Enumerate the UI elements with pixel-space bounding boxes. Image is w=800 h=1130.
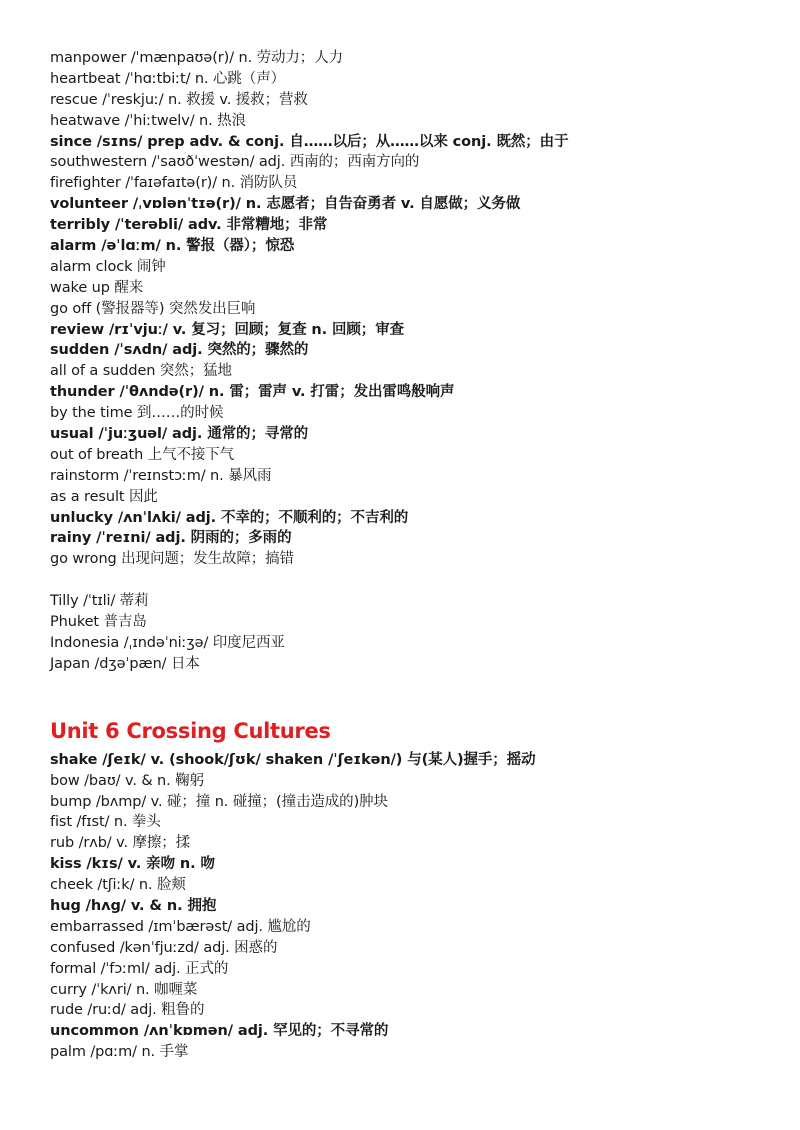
vocab-entry: confused /kənˈfjuːzd/ adj. 困惑的 [50,939,278,956]
vocab-entry: heatwave /ˈhiːtwelv/ n. 热浪 [50,112,246,129]
vocab-entry: embarrassed /ɪmˈbærəst/ adj. 尴尬的 [50,918,311,935]
vocab-entry: cheek /tʃiːk/ n. 脸颊 [50,877,186,894]
vocab-entry: curry /ˈkʌri/ n. 咖喱菜 [50,981,198,998]
vocab-entry: shake /ʃeɪk/ v. (shook/ʃʊk/ shaken /ˈʃeɪkən/) 与(某人)握手；摇动 [50,751,536,768]
vocab-entry: rainy /ˈreɪni/ adj. 阴雨的；多雨的 [50,530,292,547]
vocab-entry: hug /hʌg/ v. & n. 拥抱 [50,897,217,914]
vocab-entry: Indonesia /ˌɪndəˈniːʒə/ 印度尼西亚 [50,634,285,651]
vocab-entry: rescue /ˈreskjuː/ n. 救援 v. 援救；营救 [50,91,308,108]
unit-heading: Unit 6 Crossing Cultures [50,718,331,743]
vocab-entry: manpower /ˈmænpaʊə(r)/ n. 劳动力；人力 [50,50,343,66]
vocab-entry: uncommon /ʌnˈkɒmən/ adj. 罕见的；不寻常的 [50,1023,389,1040]
vocab-entry: unlucky /ʌnˈlʌki/ adj. 不幸的；不顺利的；不吉利的 [50,509,409,526]
vocab-entry: since /sɪns/ prep adv. & conj. 自……以后；从……以来 conj. 既然；由于 [50,133,569,150]
vocab-entry: rub /rʌb/ v. 摩擦；揉 [50,835,191,852]
vocab-entry: wake up 醒来 [50,279,144,296]
vocab-entry: all of a sudden 突然；猛地 [50,363,232,380]
vocab-entry: go wrong 出现问题；发生故障；搞错 [50,551,294,568]
vocab-entry: bump /bʌmp/ v. 碰；撞 n. 碰撞；(撞击造成的)肿块 [50,793,388,810]
vocab-entry: thunder /ˈθʌndə(r)/ n. 雷；雷声 v. 打雷；发出雷鸣般响声 [50,384,455,401]
section-gap [50,570,770,591]
proper-names-list [50,591,770,675]
vocab-entry: sudden /ˈsʌdn/ adj. 突然的；骤然的 [50,342,309,359]
vocab-entry: rainstorm /ˈreɪnstɔːm/ n. 暴风雨 [50,467,272,484]
vocab-entry: out of breath 上气不接下气 [50,446,235,463]
vocabulary-list-unit6 [50,750,770,1063]
vocab-entry: as a result 因此 [50,488,158,505]
vocab-entry: palm /pɑːm/ n. 手掌 [50,1044,189,1061]
vocab-entry: Japan /dʒəˈpæn/ 日本 [50,655,200,672]
vocab-entry: volunteer /ˌvɒlənˈtɪə(r)/ n. 志愿者；自告奋勇者 v. 自愿做；义务做 [50,196,521,213]
vocab-entry: rude /ruːd/ adj. 粗鲁的 [50,1002,205,1019]
vocab-entry: firefighter /ˈfaɪəfaɪtə(r)/ n. 消防队员 [50,175,298,192]
vocab-entry: by the time 到……的时候 [50,405,224,422]
vocab-entry: go off (警报器等) 突然发出巨响 [50,300,256,317]
vocab-entry: heartbeat /ˈhɑːtbiːt/ n. 心跳（声） [50,70,285,87]
vocab-entry: review /rɪˈvjuː/ v. 复习；回顾；复查 n. 回顾；审查 [50,321,405,338]
vocab-entry: alarm clock 闹钟 [50,258,166,275]
vocab-entry: kiss /kɪs/ v. 亲吻 n. 吻 [50,856,215,873]
vocab-entry: alarm /əˈlɑːm/ n. 警报（器）；惊恐 [50,238,295,255]
vocab-entry: formal /ˈfɔːml/ adj. 正式的 [50,960,229,977]
vocab-entry: Phuket 普吉岛 [50,614,147,631]
vocab-entry: fist /fɪst/ n. 拳头 [50,814,161,831]
vocab-entry: usual /ˈjuːʒuəl/ adj. 通常的；寻常的 [50,426,309,443]
vocab-entry: terribly /ˈterəbli/ adv. 非常糟地；非常 [50,217,328,234]
vocab-entry: Tilly /ˈtɪli/ 蒂莉 [50,593,149,610]
vocabulary-list-unit5 [50,48,770,570]
vocabulary-page [50,48,770,1063]
vocab-entry: bow /baʊ/ v. & n. 鞠躬 [50,772,204,789]
vocab-entry: southwestern /ˈsaʊðˈwestən/ adj. 西南的；西南方向的 [50,154,420,171]
